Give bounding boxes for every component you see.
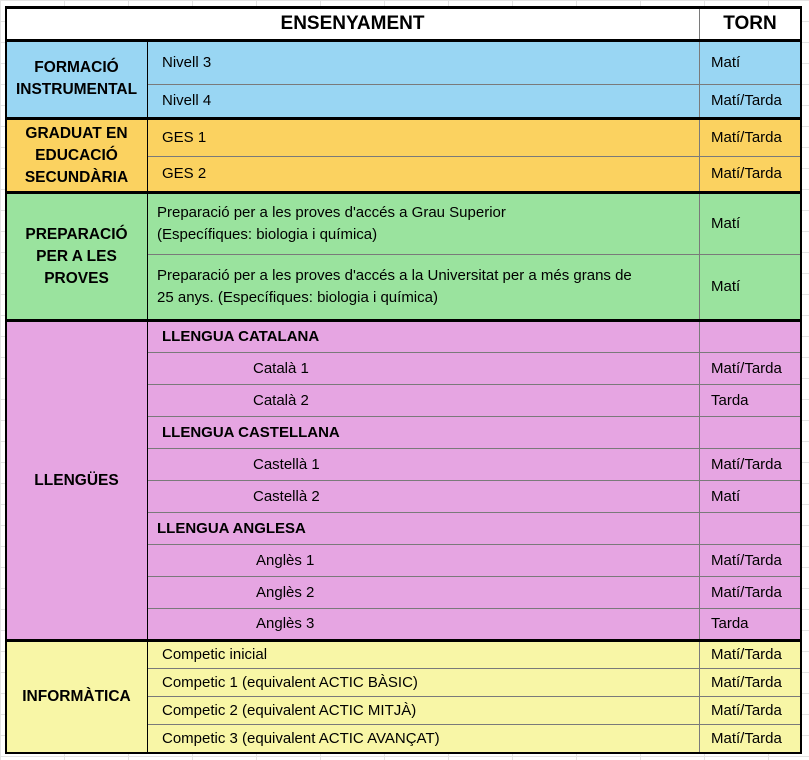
course-cell: GES 1 (148, 120, 700, 157)
torn-cell (700, 322, 801, 353)
group-preparacio-proves: PREPARACIÓ PER A LES PROVES (6, 194, 148, 320)
torn-cell: Matí/Tarda (700, 577, 801, 609)
torn-cell (700, 417, 801, 449)
course-cell: Anglès 2 (148, 577, 700, 609)
torn-cell: Tarda (700, 609, 801, 640)
course-cell: Competic 2 (equivalent ACTIC MITJÀ) (148, 697, 700, 725)
torn-cell: Matí/Tarda (700, 157, 801, 192)
torn-cell: Matí/Tarda (700, 545, 801, 577)
header-torn: TORN (700, 7, 801, 41)
torn-cell (700, 513, 801, 545)
course-cell: Anglès 3 (148, 609, 700, 640)
group-llengues: LLENGÜES (6, 322, 148, 640)
course-cell: Competic inicial (148, 642, 700, 669)
course-section-header: LLENGUA CATALANA (148, 322, 700, 353)
course-cell: Competic 3 (equivalent ACTIC AVANÇAT) (148, 725, 700, 753)
course-cell: Català 1 (148, 353, 700, 385)
course-cell: Preparació per a les proves d'accés a la Universitat per a més grans de 25 anys. (Específiques: biologia i química) (148, 255, 700, 320)
torn-cell: Matí/Tarda (700, 449, 801, 481)
torn-cell: Matí/Tarda (700, 353, 801, 385)
torn-cell: Matí/Tarda (700, 120, 801, 157)
torn-cell: Matí/Tarda (700, 697, 801, 725)
torn-cell: Matí/Tarda (700, 669, 801, 697)
torn-cell: Matí/Tarda (700, 725, 801, 753)
course-cell: Nivell 3 (148, 41, 700, 85)
group-graduat-educacio-secundaria: GRADUAT EN EDUCACIÓ SECUNDÀRIA (6, 120, 148, 192)
course-cell: Nivell 4 (148, 85, 700, 118)
course-cell: Anglès 1 (148, 545, 700, 577)
group-informatica: INFORMÀTICA (6, 642, 148, 753)
torn-cell: Matí/Tarda (700, 85, 801, 118)
header-ensenyament: ENSENYAMENT (6, 7, 700, 41)
course-cell: Castellà 1 (148, 449, 700, 481)
course-cell: Competic 1 (equivalent ACTIC BÀSIC) (148, 669, 700, 697)
torn-cell: Matí/Tarda (700, 642, 801, 669)
course-cell: GES 2 (148, 157, 700, 192)
course-cell: Castellà 2 (148, 481, 700, 513)
torn-cell: Matí (700, 481, 801, 513)
group-formacio-instrumental: FORMACIÓ INSTRUMENTAL (6, 41, 148, 118)
torn-cell: Matí (700, 194, 801, 255)
torn-cell: Matí (700, 255, 801, 320)
torn-cell: Tarda (700, 385, 801, 417)
course-cell: Preparació per a les proves d'accés a Grau Superior (Específiques: biologia i química) (148, 194, 700, 255)
torn-cell: Matí (700, 41, 801, 85)
course-section-header: LLENGUA CASTELLANA (148, 417, 700, 449)
course-section-header: LLENGUA ANGLESA (148, 513, 700, 545)
course-cell: Català 2 (148, 385, 700, 417)
